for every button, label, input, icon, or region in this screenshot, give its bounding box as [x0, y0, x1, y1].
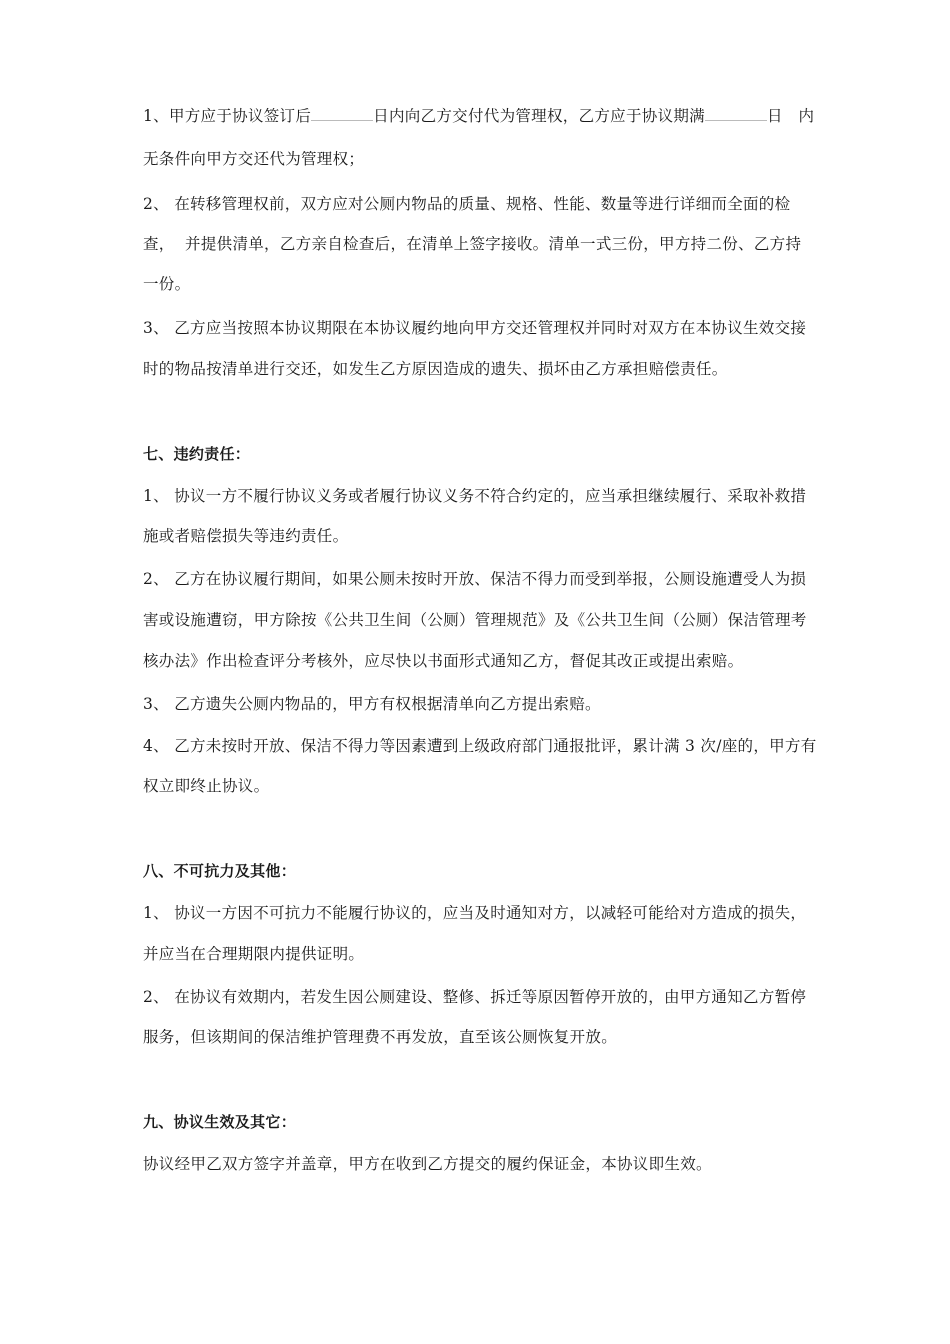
s7-item1-line2: 施或者赔偿损失等违约责任。	[143, 527, 349, 545]
blank-days-2	[705, 104, 767, 121]
s6-item1-text-c: 日 内	[766, 107, 815, 125]
s8-item2-line2: 服务，但该期间的保洁维护管理费不再发放，直至该公厕恢复开放。	[143, 1028, 618, 1046]
s7-item2-line2: 害或设施遭窃，甲方除按《公共卫生间（公厕）管理规范》及《公共卫生间（公厕）保洁管理考	[143, 611, 807, 629]
s9-line1: 协议经甲乙双方签字并盖章，甲方在收到乙方提交的履约保证金，本协议即生效。	[143, 1155, 712, 1173]
s6-item1-text-a: 1、甲方应于协议签订后	[143, 107, 312, 125]
s6-item2-line3: 一份。	[143, 275, 191, 293]
s7-item3-line1: 3、 乙方遗失公厕内物品的，甲方有权根据清单向乙方提出索赔。	[143, 695, 601, 713]
s8-item1-line1: 1、 协议一方因不可抗力不能履行协议的，应当及时通知对方，以减轻可能给对方造成的损失，	[143, 904, 807, 922]
s7-item4-line1: 4、 乙方未按时开放、保洁不得力等因素遭到上级政府部门通报批评，累计满 3 次/座的，甲方有	[143, 737, 817, 755]
s7-item2-line3: 核办法》作出检查评分考核外，应尽快以书面形式通知乙方，督促其改正或提出索赔。	[143, 652, 744, 670]
s6-item1-line1	[143, 104, 823, 126]
s7-item2-line1: 2、 乙方在协议履行期间，如果公厕未按时开放、保洁不得力而受到举报，公厕设施遭受人为损	[143, 570, 807, 588]
blank-days-1	[311, 104, 373, 121]
s6-item3-line1: 3、 乙方应当按照本协议期限在本协议履约地向甲方交还管理权并同时对双方在本协议生效交接	[143, 319, 807, 337]
s8-item2-line1: 2、 在协议有效期内，若发生因公厕建设、整修、拆迁等原因暂停开放的，由甲方通知乙方暂停	[143, 988, 807, 1006]
section8-heading: 八、不可抗力及其他：	[143, 862, 297, 880]
s6-item2-line2: 查， 并提供清单，乙方亲自检查后，在清单上签字接收。清单一式三份，甲方持二份、乙方持	[143, 235, 802, 253]
s6-item2-line1: 2、 在转移管理权前，双方应对公厕内物品的质量、规格、性能、数量等进行详细而全面的检	[143, 195, 791, 213]
s7-item1-line1: 1、 协议一方不履行协议义务或者履行协议义务不符合约定的，应当承担继续履行、采取补救措	[143, 487, 807, 505]
s7-item4-line2: 权立即终止协议。	[143, 777, 270, 795]
s6-item1-line2: 无条件向甲方交还代为管理权；	[143, 150, 365, 168]
section9-heading: 九、协议生效及其它：	[143, 1113, 297, 1131]
s8-item1-line2: 并应当在合理期限内提供证明。	[143, 945, 365, 963]
s6-item3-line2: 时的物品按清单进行交还，如发生乙方原因造成的遗失、损坏由乙方承担赔偿责任。	[143, 360, 728, 378]
s6-item1-text-b: 日内向乙方交付代为管理权，乙方应于协议期满	[373, 107, 705, 125]
section7-heading: 七、违约责任：	[143, 445, 251, 463]
